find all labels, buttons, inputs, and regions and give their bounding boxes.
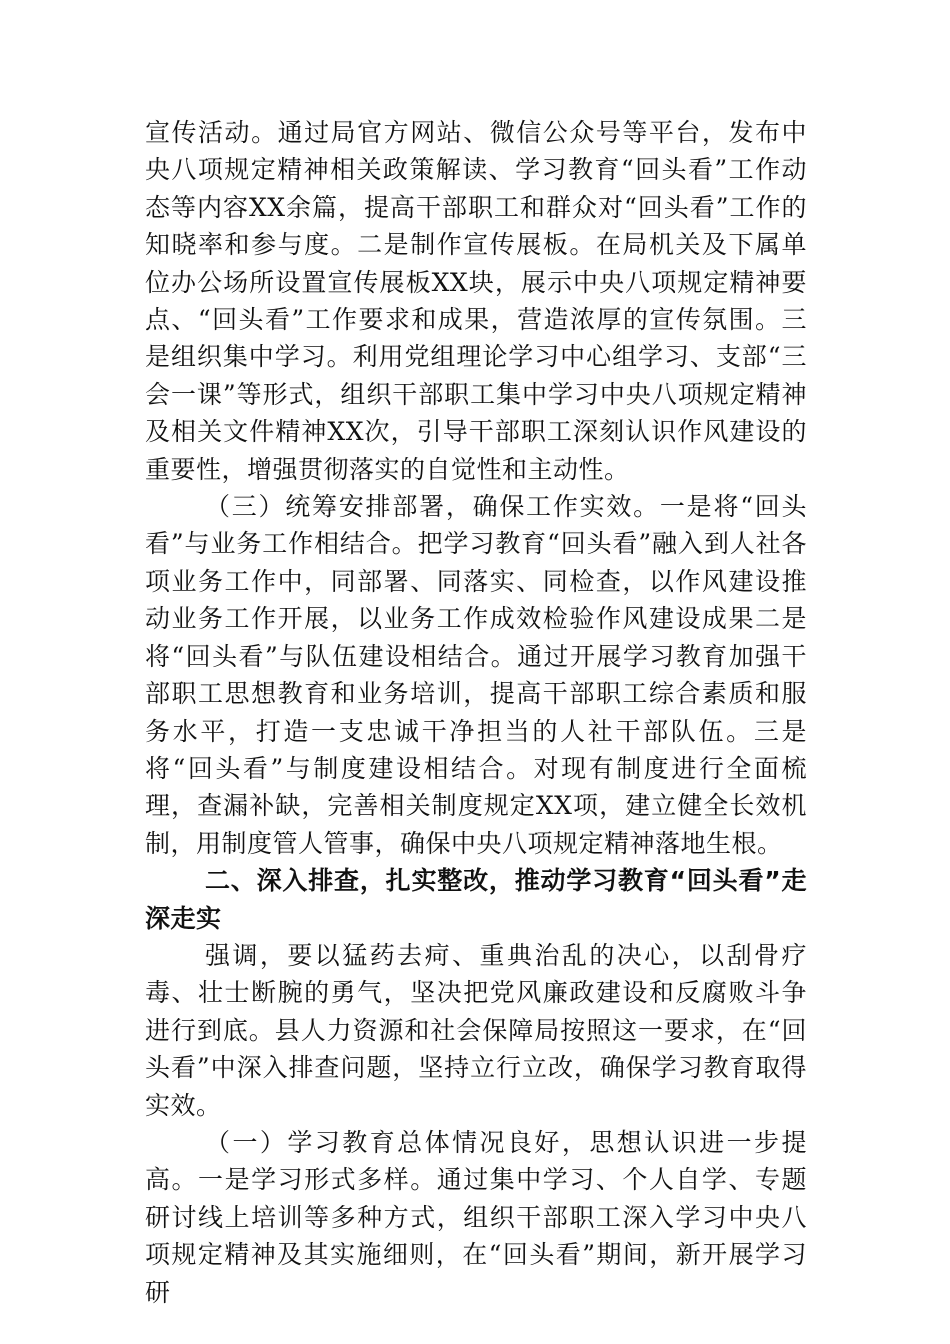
paragraph-emphasis: 强调，要以猛药去疴、重典治乱的决心，以刮骨疗毒、壮士断腕的勇气，坚决把党风廉政建设和反腐败斗争进行到底。县人力资源和社会保障局按照这一要求，在“回头看”中深入排查问题，坚持立行立改，确保学习教育取得实效。 xyxy=(145,940,807,1120)
section-1-lead: （一）学习教育总体情况良好，思想认识进一步提高。 xyxy=(145,1127,807,1195)
paragraph-section-3 xyxy=(145,488,807,862)
section-1-body: 一是学习形式多样。通过集中学习、个人自学、专题研讨线上培训等多种方式，组织干部职工深入学习中央八项规定精神及其实施细则，在“回头看”期间，新开展学习研 xyxy=(145,1165,807,1307)
paragraph-publicity-continuation: 宣传活动。通过局官方网站、微信公众号等平台，发布中央八项规定精神相关政策解读、学习教育“回头看”工作动态等内容XX余篇，提高干部职工和群众对“回头看”工作的知晓率和参与度。二是制作宣传展板。在局机关及下属单位办公场所设置宣传展板XX块，展示中央八项规定精神要点、“回头看”工作要求和成果，营造浓厚的宣传氛围。三是组织集中学习。利用党组理论学习中心组学习、支部“三会一课”等形式，组织干部职工集中学习中央八项规定精神及相关文件精神XX次，引导干部职工深刻认识作风建设的重要性，增强贯彻落实的自觉性和主动性。 xyxy=(145,118,807,484)
paragraph-section-1 xyxy=(145,1124,807,1311)
section-3-lead: （三）统筹安排部署，确保工作实效。 xyxy=(205,492,660,522)
section-3-body: 一是将“回头看”与业务工作相结合。把学习教育“回头看”融入到人社各项业务工作中，同部署、同落实、同检查，以作风建设推动业务工作开展，以业务工作成效检验作风建设成果二是将“回头看”与队伍建设相结合。通过开展学习教育加强干部职工思想教育和业务培训，提高干部职工综合素质和服务水平，打造一支忠诚干净担当的人社干部队伍。三是将“回头看”与制度建设相结合。对现有制度进行全面梳理，查漏补缺，完善相关制度规定XX项，建立健全长效机制，用制度管人管事，确保中央八项规定精神落地生根。 xyxy=(145,492,807,858)
document-page xyxy=(145,114,807,1311)
heading-part-2: 二、深入排查，扎实整改，推动学习教育“回头看”走深走实 xyxy=(145,866,807,933)
